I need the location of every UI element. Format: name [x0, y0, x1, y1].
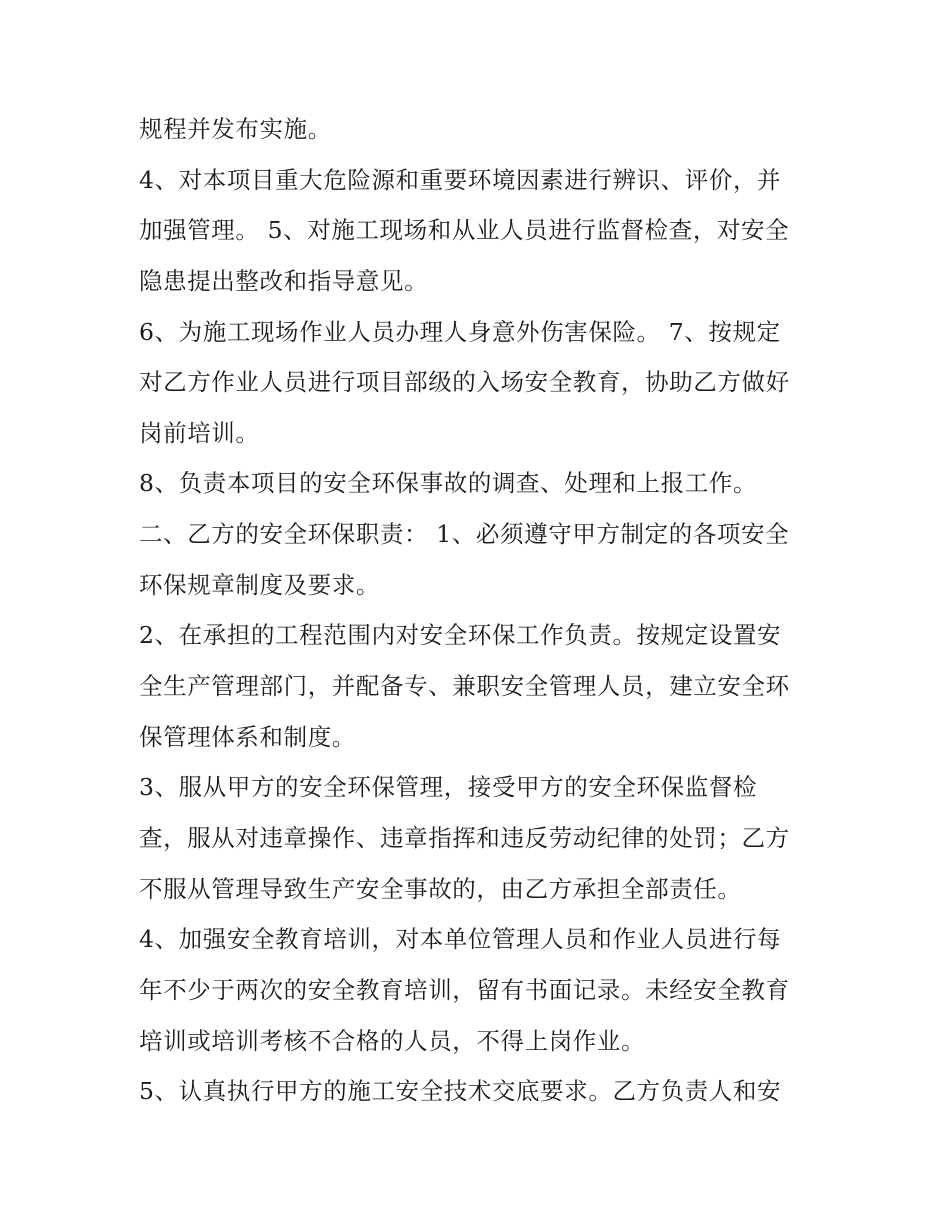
text-line: 岗前培训。	[139, 419, 260, 447]
text-line: 不服从管理导致生产安全事故的，由乙方承担全部责任。	[139, 875, 742, 903]
text-line: 4、对本项目重大危险源和重要环境因素进行辨识、评价，并	[139, 166, 782, 194]
text-line: 规程并发布实施。	[139, 115, 332, 143]
text-line: 二、乙方的安全环保职责： 1、必须遵守甲方制定的各项安全	[139, 520, 790, 548]
text-line: 加强管理。 5、对施工现场和从业人员进行监督检查，对安全	[139, 216, 790, 244]
text-line: 3、服从甲方的安全环保管理，接受甲方的安全环保监督检	[139, 773, 758, 801]
text-line: 环保规章制度及要求。	[139, 571, 380, 599]
text-line: 5、认真执行甲方的施工安全技术交底要求。乙方负责人和安	[139, 1077, 782, 1105]
text-line: 培训或培训考核不合格的人员，不得上岗作业。	[139, 1027, 646, 1055]
text-line: 查，服从对违章操作、违章指挥和违反劳动纪律的处罚；乙方	[139, 824, 790, 852]
text-line: 保管理体系和制度。	[139, 723, 356, 751]
text-line: 2、在承担的工程范围内对安全环保工作负责。按规定设置安	[139, 621, 782, 649]
text-line: 4、加强安全教育培训，对本单位管理人员和作业人员进行每	[139, 925, 782, 953]
text-line: 6、为施工现场作业人员办理人身意外伤害保险。 7、按规定	[139, 318, 781, 346]
text-line: 全生产管理部门，并配备专、兼职安全管理人员，建立安全环	[139, 672, 790, 700]
text-line: 年不少于两次的安全教育培训，留有书面记录。未经安全教育	[139, 976, 790, 1004]
text-line: 对乙方作业人员进行项目部级的入场安全教育，协助乙方做好	[139, 368, 790, 396]
text-line: 隐患提出整改和指导意见。	[139, 267, 429, 295]
text-line: 8、负责本项目的安全环保事故的调查、处理和上报工作。	[139, 469, 758, 497]
